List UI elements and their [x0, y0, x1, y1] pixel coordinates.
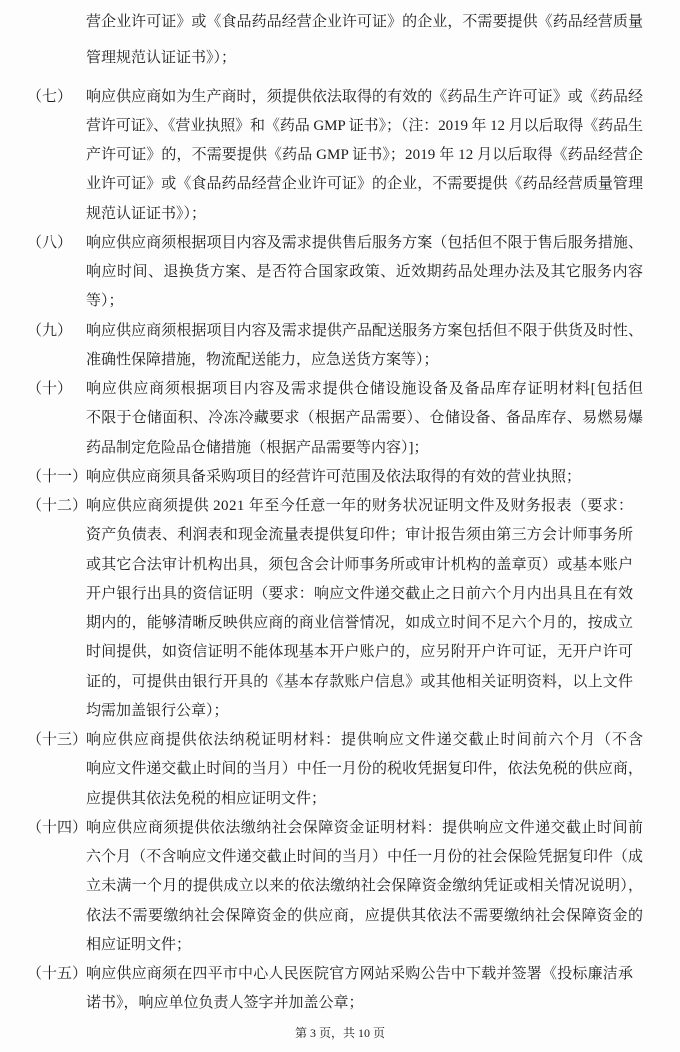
text-line: 响应时间、退换货方案、是否符合国家政策、近效期药品处理办法及其它服务内容	[86, 264, 644, 280]
clause-label: （十一）	[27, 468, 88, 485]
text-line: 响应文件递交截止时间的当月）中任一月份的税收凭据复印件，依法免税的供应商，	[86, 761, 644, 778]
text-line: 响应供应商须具备采购项目的经营许可范围及依法取得的有效的营业执照；	[86, 468, 582, 485]
text-line: 响应供应商须根据项目内容及需求提供产品配送服务方案包括但不限于供货及时性、	[86, 322, 644, 339]
clause-9	[0, 317, 680, 376]
text-line: 响应供应商须在四平市中心人民医院官方网站采购公告中下载并签署《投标廉洁承	[86, 966, 634, 982]
clause-10	[0, 375, 680, 463]
text-line: 立未满一个月的提供成立以来的依法缴纳社会保障资金缴纳凭证或相关情况说明），	[86, 878, 644, 895]
clause-12	[0, 492, 680, 726]
text-line: 响应供应商提供依法纳税证明材料：提供响应文件递交截止时间前六个月（不含	[86, 732, 644, 748]
text-line: 药品制定危险品仓储措施（根据产品需要等内容）]；	[86, 439, 429, 456]
clause-11	[0, 463, 680, 492]
clause-body	[86, 83, 643, 229]
text-line: 业许可证》或《食品药品经营企业许可证》的企业，不需要提供《药品经营质量管理	[86, 176, 644, 193]
text-line: 等）；	[86, 293, 124, 310]
text-line: 响应供应商如为生产商时，须提供依法取得的有效的《药品生产许可证》或《药品经	[86, 88, 644, 105]
clause-label: （十）	[27, 381, 73, 397]
clause-14	[0, 814, 680, 960]
clause-body	[86, 726, 643, 814]
text-line: 时间提供，如资信证明不能体现基本开户账户的，应另附开户许可证，无开户许可	[86, 644, 634, 661]
text-line: 规范认证证书》）；	[86, 205, 207, 222]
text-line: 六个月（不含响应文件递交截止时间的当月）中任一月份的社会保险凭据复印件（成	[86, 849, 644, 865]
clause-body	[86, 317, 643, 376]
text-line: 或其它合法审计机构出具，须包含会计师事务所或审计机构的盖章页）或基本账户	[86, 556, 634, 573]
clause-label: （十五）	[27, 966, 88, 982]
text-line: 营企业许可证》或《食品药品经营企业许可证》的企业，不需要提供《药品经营质量	[86, 14, 644, 30]
text-line: 资产负债表、利润表和现金流量表提供复印件；审计报告须由第三方会计师事务所	[86, 527, 634, 544]
page-footer: 第 3 页，共 10 页	[294, 1026, 385, 1040]
clause-label: （十三）	[27, 732, 88, 748]
text-line: 响应供应商须提供 2021 年至今任意一年的财务状况证明文件及财务报表（要求：	[86, 498, 634, 514]
text-line: 应提供其依法免税的相应证明文件；	[86, 790, 327, 807]
text-line: 期内的，能够清晰反映供应商的商业信誉情况，如成立时间不足六个月的，按成立	[86, 615, 634, 631]
text-line: 证的，可提供由银行开具的《基本存款账户信息》或其他相关证明资料，以上文件	[86, 673, 634, 690]
clause-body	[86, 229, 643, 317]
clause-7	[0, 83, 680, 229]
text-line: 营许可证》、《营业执照》和《药品 GMP 证书》；（注：2019 年 12 月以后取得《药品生	[86, 117, 643, 134]
text-line: 诺书》，响应单位负责人签字并加盖公章；	[86, 995, 364, 1012]
text-line: 依法不需要缴纳社会保障资金的供应商，应提供其依法不需要缴纳社会保障资金的	[86, 907, 644, 924]
clause-body	[86, 492, 633, 726]
clause-label: （九）	[27, 322, 73, 339]
text-line: 产许可证》的，不需要提供《药品 GMP 证书》；2019 年 12 月以后取得《药品经营企	[86, 147, 644, 163]
clause-label: （十二）	[27, 498, 88, 514]
text-line: 准确性保障措施，物流配送能力，应急送货方案等）；	[86, 351, 439, 368]
text-line: 管理规范认证证书》）；	[86, 50, 237, 66]
clause-label: （八）	[27, 234, 73, 251]
clause-13	[0, 726, 680, 814]
text-line: 响应供应商须提供依法缴纳社会保障资金证明材料：提供响应文件递交截止时间前	[86, 819, 644, 836]
clause-body	[86, 814, 643, 960]
text-line: 不限于仓储面积、冷冻冷藏要求（根据产品需要）、仓储设备、备品库存、易燃易爆	[86, 410, 644, 427]
clause-body	[86, 960, 633, 1019]
clause-8	[0, 229, 680, 317]
clause-label: （七）	[27, 88, 73, 105]
clause-label: （十四）	[27, 819, 88, 836]
clause-body	[86, 375, 643, 463]
text-line: 开户银行出具的资信证明（要求：响应文件递交截止之日前六个月内出具且在有效	[86, 585, 634, 602]
continuation-paragraph	[86, 4, 643, 76]
text-line: 响应供应商须根据项目内容及需求提供售后服务方案（包括但不限于售后服务措施、	[86, 234, 644, 251]
text-line: 相应证明文件；	[86, 936, 192, 953]
clause-body	[86, 463, 643, 492]
text-line: 响应供应商须根据项目内容及需求提供仓储设施设备及备品库存证明材料[包括但	[86, 381, 644, 397]
text-line: 均需加盖银行公章）；	[86, 702, 229, 719]
clause-15	[0, 960, 680, 1019]
